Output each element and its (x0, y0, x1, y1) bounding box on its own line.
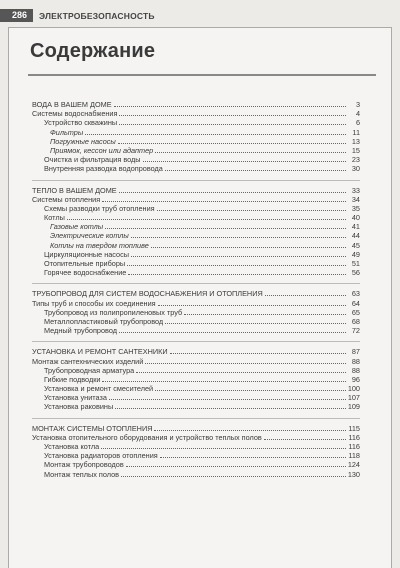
toc-entry[interactable] (32, 308, 360, 317)
toc-entry[interactable] (32, 451, 360, 460)
dot-leader (265, 295, 346, 296)
toc-entry-title: Системы отопления (32, 194, 101, 204)
dot-leader (105, 228, 346, 229)
toc-page-number: 56 (351, 268, 360, 278)
dot-leader (102, 201, 346, 202)
dot-leader (119, 192, 346, 193)
toc-entry-title: Горячее водоснабжение (44, 268, 127, 278)
toc-section-heading[interactable] (32, 289, 360, 298)
section-divider (32, 418, 360, 419)
toc-entry[interactable] (32, 137, 360, 146)
dot-leader (158, 305, 346, 306)
toc-page-number: 124 (347, 460, 360, 470)
toc-entry[interactable] (32, 146, 360, 155)
toc-entry[interactable] (32, 384, 360, 393)
toc-entry[interactable] (32, 118, 360, 127)
toc-entry-title: Монтаж теплых полов (44, 469, 120, 479)
dot-leader (119, 124, 346, 125)
toc-entry-title: Очистка и фильтрация воды (44, 155, 141, 165)
table-of-contents (32, 100, 360, 485)
toc-entry[interactable] (32, 231, 360, 240)
toc-entry-title: ТЕПЛО В ВАШЕМ ДОМЕ (32, 185, 117, 195)
dot-leader (131, 237, 346, 238)
toc-page-number: 41 (351, 222, 360, 232)
toc-page-number: 64 (351, 298, 360, 308)
toc-entry-title: Медный трубопровод (44, 326, 117, 336)
dot-leader (136, 372, 346, 373)
toc-page-number: 51 (351, 259, 360, 268)
toc-page-number: 6 (355, 118, 360, 128)
toc-page-number: 34 (351, 194, 360, 204)
toc-entry-title: МОНТАЖ СИСТЕМЫ ОТОПЛЕНИЯ (32, 423, 153, 433)
toc-entry[interactable] (32, 375, 360, 384)
toc-entry-title: Устройство скважины (44, 118, 118, 128)
toc-section-heading[interactable] (32, 186, 360, 195)
toc-entry[interactable] (32, 470, 360, 479)
toc-entry-title: Монтаж сантехнических изделий (32, 356, 144, 366)
toc-section (32, 424, 360, 479)
toc-page-number: 88 (351, 356, 360, 366)
dot-leader (160, 457, 346, 458)
toc-page-number: 72 (351, 326, 360, 336)
toc-page-number: 44 (351, 231, 360, 241)
toc-page-number: 35 (351, 203, 360, 213)
toc-page-number: 68 (351, 316, 360, 326)
toc-page-number: 109 (347, 402, 360, 412)
toc-entry[interactable] (32, 402, 360, 411)
dot-leader (165, 323, 346, 324)
running-chapter-title: ЭЛЕКТРОБЕЗОПАСНОСТЬ (39, 10, 155, 21)
dot-leader (102, 381, 346, 382)
toc-entry-title: Приямок, кессон или адаптер (50, 145, 154, 155)
running-header (0, 7, 400, 24)
toc-section-heading[interactable] (32, 347, 360, 356)
toc-entry-title: Электрические котлы (50, 231, 129, 241)
toc-page-number: 30 (351, 164, 360, 174)
section-divider (32, 341, 360, 342)
toc-entry[interactable] (32, 393, 360, 402)
dot-leader (145, 363, 346, 364)
toc-entry[interactable] (32, 433, 360, 442)
dot-leader (67, 219, 346, 220)
toc-entry[interactable] (32, 213, 360, 222)
dot-leader (155, 390, 346, 391)
toc-page-number: 87 (351, 347, 360, 357)
toc-entry-title: Установка котла (44, 442, 100, 451)
toc-entry-title: Типы труб и способы их соединения (32, 298, 156, 308)
toc-page-number: 4 (355, 109, 360, 119)
toc-entry-title: Гибкие подводки (44, 374, 101, 384)
dot-leader (101, 448, 346, 449)
toc-entry[interactable] (32, 326, 360, 335)
toc-page-number: 63 (351, 289, 360, 299)
toc-entry[interactable] (32, 268, 360, 277)
dot-leader (121, 476, 346, 477)
toc-section-heading[interactable] (32, 424, 360, 433)
toc-section (32, 289, 360, 335)
dot-leader (131, 256, 346, 257)
toc-page-number: 88 (351, 365, 360, 375)
dot-leader (154, 430, 346, 431)
dot-leader (184, 314, 346, 315)
toc-entry[interactable] (32, 366, 360, 375)
toc-page-number: 49 (351, 249, 360, 259)
page-title: Содержание (30, 40, 156, 62)
toc-section (32, 347, 360, 411)
toc-entry[interactable] (32, 155, 360, 164)
toc-entry-title: УСТАНОВКА И РЕМОНТ САНТЕХНИКИ (32, 347, 168, 357)
toc-page-number: 40 (351, 213, 360, 223)
toc-entry[interactable] (32, 204, 360, 213)
toc-page-number: 116 (348, 442, 360, 451)
dot-leader (157, 210, 346, 211)
dot-leader (119, 115, 346, 116)
toc-page-number: 3 (355, 100, 360, 109)
toc-entry[interactable] (32, 259, 360, 268)
toc-entry-title: Внутренняя разводка водопровода (44, 164, 163, 174)
toc-entry[interactable] (32, 109, 360, 118)
toc-entry[interactable] (32, 128, 360, 137)
dot-leader (114, 106, 346, 107)
toc-page-number: 33 (351, 185, 360, 195)
toc-entry-title: Установка радиаторов отопления (44, 451, 158, 461)
toc-entry-title: Системы водоснабжения (32, 109, 118, 119)
dot-leader (155, 152, 346, 153)
toc-page-number: 45 (351, 240, 360, 250)
dot-leader (143, 161, 346, 162)
dot-leader (127, 265, 346, 266)
page-number: 286 (0, 9, 33, 22)
toc-entry[interactable] (32, 195, 360, 204)
toc-entry-title: Трубопровод из полипропиленовых труб (44, 307, 183, 317)
toc-section (32, 186, 360, 278)
dot-leader (115, 408, 346, 409)
toc-page-number: 116 (348, 432, 360, 442)
toc-entry-title: Котлы на твердом топливе (50, 240, 149, 250)
dot-leader (109, 399, 346, 400)
title-rule (28, 74, 376, 76)
toc-entry-title: Фильтры (50, 127, 84, 137)
dot-leader (85, 134, 346, 135)
toc-page-number: 96 (351, 374, 360, 384)
toc-entry-title: Установка унитаза (44, 393, 107, 403)
toc-entry[interactable] (32, 317, 360, 326)
toc-entry-title: ТРУБОПРОВОД ДЛЯ СИСТЕМ ВОДОСНАБЖЕНИЯ И ОТОПЛЕНИЯ (32, 289, 263, 299)
toc-entry-title: Металлопластиковый трубопровод (44, 316, 164, 326)
toc-entry-title: ВОДА В ВАШЕМ ДОМЕ (32, 100, 112, 109)
toc-entry-title: Схемы разводки труб отопления (44, 203, 155, 213)
toc-entry[interactable] (32, 299, 360, 308)
section-divider (32, 180, 360, 181)
toc-page-number: 115 (348, 423, 360, 433)
dot-leader (165, 170, 346, 171)
toc-entry-title: Котлы (44, 213, 65, 223)
toc-page-number: 100 (347, 384, 360, 394)
toc-entry[interactable] (32, 460, 360, 469)
toc-entry-title: Газовые котлы (50, 222, 104, 232)
toc-entry[interactable] (32, 241, 360, 250)
section-divider (32, 283, 360, 284)
toc-entry[interactable] (32, 357, 360, 366)
toc-entry[interactable] (32, 164, 360, 173)
toc-page-number: 118 (348, 451, 360, 461)
dot-leader (151, 247, 346, 248)
toc-entry-title: Погружные насосы (50, 136, 116, 146)
toc-page-number: 130 (347, 469, 360, 479)
dot-leader (118, 143, 346, 144)
toc-entry-title: Установка и ремонт смесителей (44, 384, 154, 394)
toc-page-number: 65 (351, 307, 360, 317)
toc-page-number: 23 (351, 155, 360, 165)
toc-page-number: 107 (347, 393, 360, 403)
dot-leader (128, 274, 346, 275)
dot-leader (119, 332, 346, 333)
toc-section-heading[interactable] (32, 100, 360, 109)
toc-entry[interactable] (32, 250, 360, 259)
toc-page-number: 15 (351, 145, 360, 155)
toc-page-number: 13 (351, 136, 360, 146)
toc-entry-title: Монтаж трубопроводов (44, 460, 124, 470)
dot-leader (126, 466, 346, 467)
toc-entry[interactable] (32, 222, 360, 231)
dot-leader (264, 439, 346, 440)
toc-entry-title: Циркуляционные насосы (44, 249, 129, 259)
toc-page-number: 11 (352, 127, 360, 137)
dot-leader (170, 353, 346, 354)
toc-section (32, 100, 360, 174)
toc-entry-title: Отопительные приборы (44, 259, 126, 268)
toc-entry-title: Установка отопительного оборудования и устройство теплых полов (32, 432, 262, 442)
toc-entry[interactable] (32, 442, 360, 451)
toc-entry-title: Трубопроводная арматура (44, 365, 135, 375)
toc-entry-title: Установка раковины (44, 402, 114, 412)
